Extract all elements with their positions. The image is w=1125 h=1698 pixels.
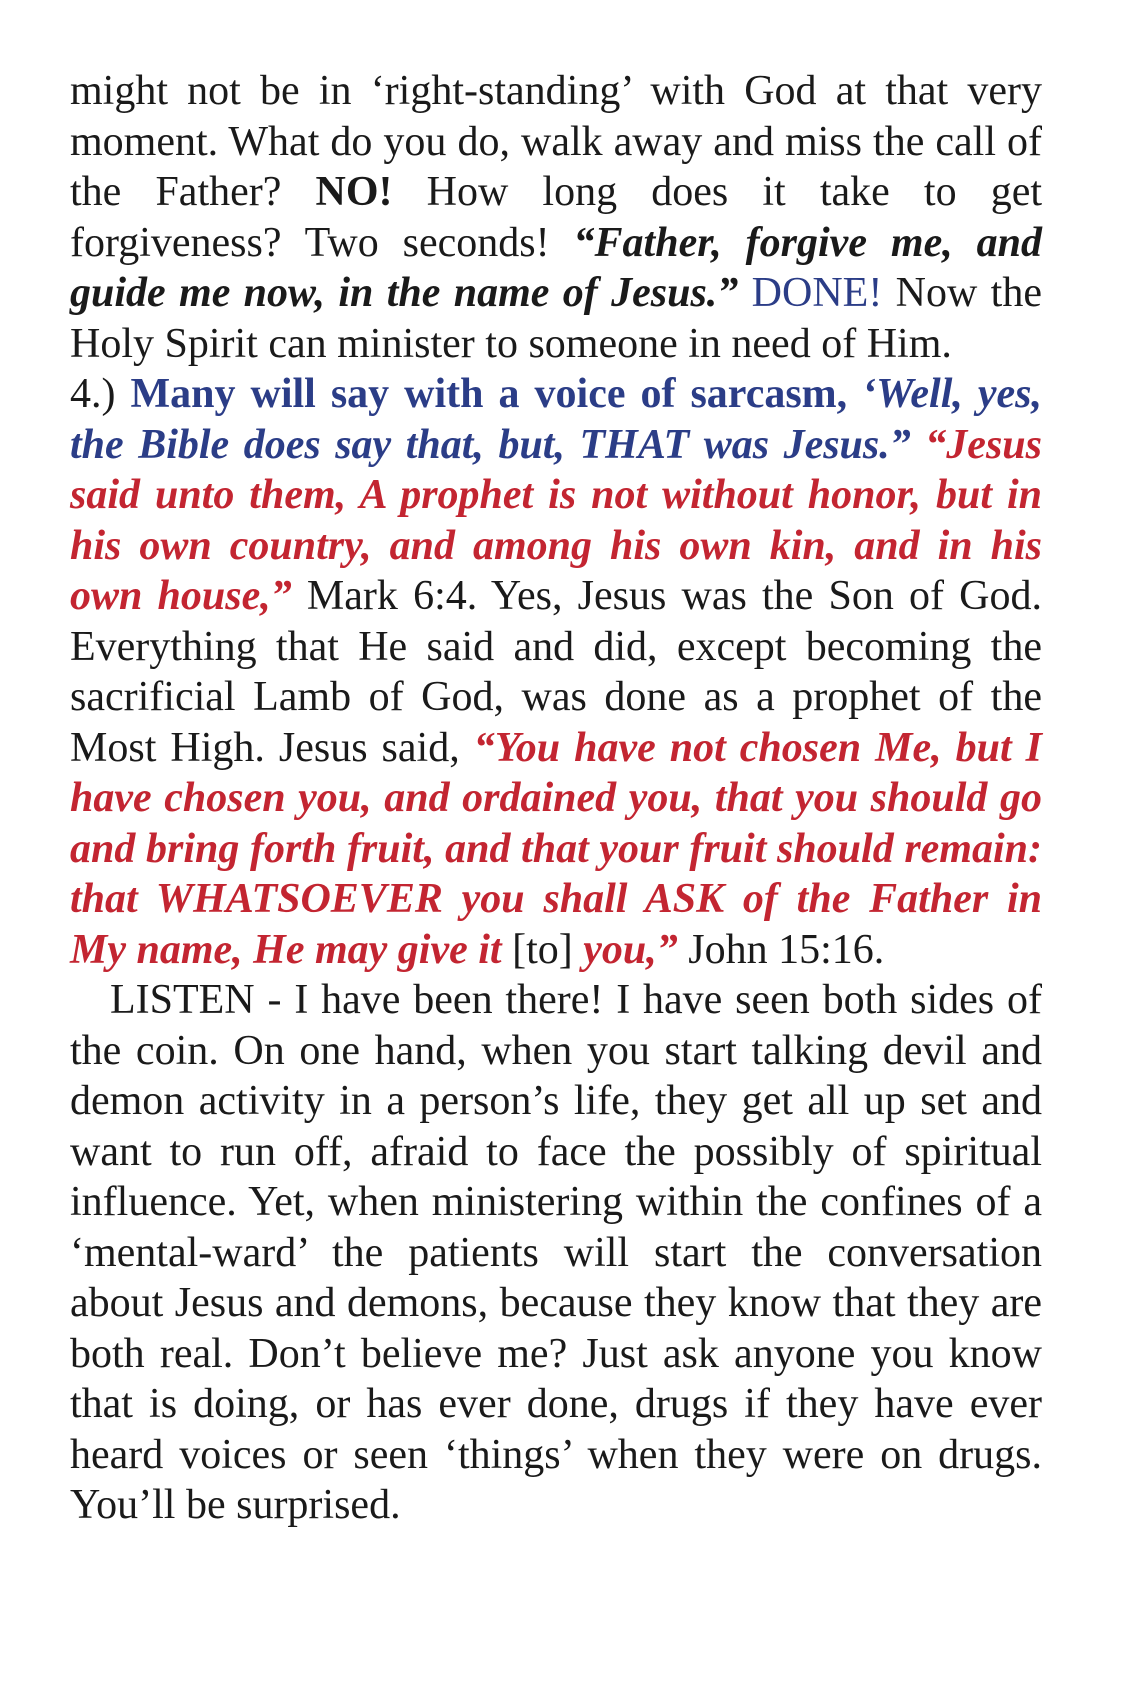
book-page [70,66,1042,1531]
paragraph-point-4 [70,369,1042,975]
scripture-reference: John 15:16. [677,926,885,973]
prayer-quote: “Father, forgive me, and guide me now, in the name of Jesus.” [70,219,1042,316]
sarcasm-quote: ‘Well, yes, the Bible does say that, but, THAT was Jesus.” [70,371,1042,468]
emphasis-no: NO! [315,169,393,215]
bracket-insert: [to] [501,926,584,973]
emphasis-done: DONE! [751,270,883,316]
sarcasm-intro: Many will say with a voice of sarcasm, [130,371,863,417]
paragraph-listen: LISTEN - I have been there! I have seen both sides of the coin. On one hand, when you start talking devil and demon activity in a person’s life, they get all up set and want to run off, afraid to face the possibly of spiritual influence. Yet, when ministering within the confines of a ‘mental-ward’ the patients will start the conversation about Jesus and demons, because they know that they are both real. Don’t believe me? Just ask anyone you know that is doing, or has ever done, drugs if they have ever heard voices or seen ‘things’ when they were on drugs. You’ll be surprised. [70,977,1042,1528]
body-text: Now the Holy Spirit can minister to someone in need of Him. [70,270,1042,367]
body-text: might not be in ‘right-standing’ with God at that very moment. What do you do, walk away and miss the call of the Father? [70,68,1042,215]
scripture-quote-john: “You have not chosen Me, but I have chosen you, and ordained you, that you should go and bring forth fruit, and that your fruit should remain: that WHATSOEVER you shall ASK of the Father in My name, He may give it [70,724,1042,973]
paragraph-forgiveness [70,66,1042,369]
body-text: How long does it take to get forgiveness? Two seconds! [70,169,1043,266]
scripture-quote-mark: “Jesus said unto them, A prophet is not without honor, but in his own country, and among his own kin, and in his own house,” [70,421,1042,619]
scripture-quote-end: you,” [583,926,678,973]
body-text: Mark 6:4. Yes, Jesus was the Son of God. Everything that He said and did, except becoming the sacrificial Lamb of God, was done as a prophet of the Most High. Jesus said, [70,573,1042,771]
list-number: 4.) [70,371,131,417]
